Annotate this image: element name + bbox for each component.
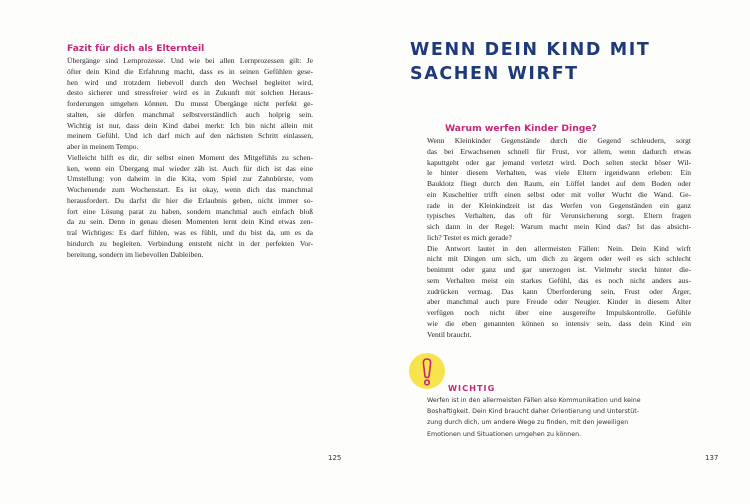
text-line: Wenn Kleinkinder Gegenstände durch die Gegend schleudern, sorgt: [427, 136, 691, 145]
text-line: hen wird und trotzdem liebevoll durch den Wechsel begleitet wird,: [67, 77, 313, 87]
title-line: SACHEN WIRFT: [410, 64, 579, 84]
text-line: rade in der Kleinkindzeit ist das Werfen von Gegenständen ein ganz: [427, 200, 691, 210]
text-line: kaputtgeht oder gar jemand verletzt wird. Doch selten steckt böser Wil-: [427, 157, 691, 167]
text-line: zudrücken vermag. Das kann Überforderung sein, Frust oder Ärger,: [427, 286, 691, 296]
text-line: öfter dein Kind die Erfahrung macht, dass es in seinen Gefühlen gese-: [67, 66, 313, 76]
text-line: Umstellung: von daheim in die Kita, vom Spiel zur Zahnbürste, vom: [67, 174, 313, 184]
text-line: stalten, sie dürfen manchmal selbstverständlich auch holprig sein.: [67, 109, 313, 119]
text-line: Die Antwort lautet in den allermeisten Fällen: Nein. Dein Kind wirft: [427, 243, 691, 253]
text-line: verfügen noch nicht über eine ausgereifte Impulskontrolle. Gefühle: [427, 308, 691, 317]
text-line: zung durch dich, um andere Wege zu finden, mit den jeweiligen: [427, 419, 629, 427]
text-line: le hinter diesem Verhalten, was viele Eltern irgendwann erleben: Ein: [427, 168, 691, 178]
text-line: sich dann in der Regel: Warum macht mein Kind das? Ist das absicht-: [427, 222, 691, 231]
text-line: sem Verhalten meist ein starkes Gefühl, das es noch nicht anders aus-: [427, 275, 691, 285]
text-line: bereitung, sondern im liebevollen Dableiben.: [67, 249, 204, 259]
text-line: lich? Testet es mich gerade?: [427, 232, 512, 242]
text-line: Übergänge sind Lernprozesse. Und wie bei allen Lernprozessen gilt: Je: [67, 56, 313, 65]
text-line: ein Kuscheltier trifft einen selbst oder mit voller Wucht die Wand. Ge-: [427, 189, 691, 199]
text-line: aber in meinem Tempo.: [67, 142, 139, 151]
text-line: Bauklotz fliegt durch den Raum, ein Löffel landet auf dem Boden oder: [427, 179, 691, 188]
text-line: meinem Gefühl. Und ich darf mich auf den nächsten Schritt einlassen,: [67, 131, 313, 141]
text-line: herausfordert. Du darfst dir hier die Erlaubnis geben, nicht immer so-: [67, 195, 313, 205]
text-line: fort eine Lösung parat zu haben, sondern manchmal auch einfach bloß: [67, 206, 313, 216]
text-line: wie die eben genannten können so intensiv sein, dass dein Kind ein: [427, 318, 691, 328]
warning-badge: [409, 353, 445, 389]
text-line: benimmt oder ganz und gar unerzogen ist. Vielmehr steckt hinter die-: [427, 265, 691, 274]
text-line: Werfen ist in den allermeisten Fällen also Kommunikation und keine: [427, 397, 641, 404]
text-line: da zu sein. Denn in genau diesen Momenten lernt dein Kind etwas zen-: [67, 217, 313, 227]
text-line: Wochenende zum Wochenstart. Es ist okay, wenn dich das manchmal: [67, 185, 313, 194]
body-text: [427, 136, 691, 340]
text-line: tral Wichtiges: Es darf fühlen, was es fühlt, und du bist da, um es da: [67, 228, 313, 237]
text-line: ken, wenn ein Übergang mal wieder zäh ist. Auch für dich ist das eine: [67, 163, 313, 173]
body-text: [67, 56, 313, 260]
page-number: 125: [328, 454, 342, 462]
exclamation-icon: [409, 353, 445, 389]
text-line: typisches Verhalten, das oft für Verunsicherung sorgt. Eltern fragen: [427, 211, 691, 221]
text-line: aber manchmal auch pure Freude oder Neugier. Kinder in diesem Alter: [427, 297, 691, 307]
title-line: WENN DEIN KIND MIT: [410, 40, 651, 60]
text-line: Vielleicht hilft es dir, dir selbst einen Moment des Mitgefühls zu schen-: [67, 152, 313, 162]
text-line: Wichtig ist nur, dass dein Kind dabei merkt: Ich bin nicht allein mit: [67, 120, 313, 130]
section-heading: Fazit für dich als Elternteil: [67, 43, 205, 54]
text-line: nicht mit Dingen um sich, um dich zu ärgern oder weil es sich schlecht: [427, 254, 691, 264]
text-line: hindurch zu begleiten. Verbindung entsteht nicht in der perfekten Vor-: [67, 238, 313, 248]
section-heading: Warum werfen Kinder Dinge?: [445, 123, 597, 134]
text-line: das bei Erwachsenen schnell für Frust, vor allem, wenn dadurch etwas: [427, 146, 691, 156]
text-line: forderungen umgehen können. Du musst Übergänge nicht perfekt ge-: [67, 99, 313, 108]
text-line: Emotionen und Situationen umgehen zu können.: [427, 430, 582, 438]
warning-label: WICHTIG: [448, 383, 496, 393]
warning-text: [427, 395, 655, 440]
page-number: 137: [705, 454, 719, 462]
text-line: desto sicherer und stressfreier wird es in Zukunft mit solchen Heraus-: [67, 88, 313, 98]
text-line: Ventil braucht.: [427, 329, 472, 339]
chapter-title: [410, 38, 650, 86]
text-line: Boshaftigkeit. Dein Kind braucht daher Orientierung und Unterstüt-: [427, 408, 639, 416]
